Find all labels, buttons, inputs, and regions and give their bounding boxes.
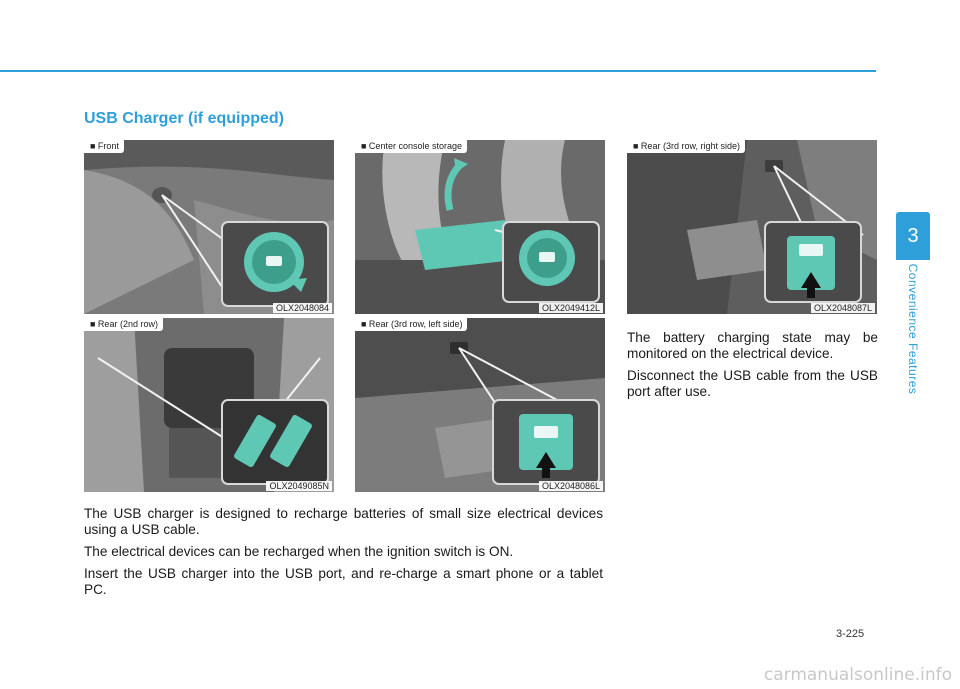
figure-code: OLX2049085N — [266, 481, 332, 491]
rear-3rd-left-illustration — [355, 318, 605, 492]
right-column-text — [627, 330, 878, 406]
body-text — [84, 506, 603, 604]
right-paragraph: The battery charging state may be monitored on the electrical device. — [627, 330, 878, 361]
figure-code: OLX2048084 — [273, 303, 332, 313]
top-rule — [0, 70, 876, 72]
figure-label: ■ Center console storage — [355, 140, 467, 153]
figure-rear-3rd-left — [355, 318, 605, 492]
rear-2nd-row-illustration — [84, 318, 334, 492]
figure-center-console — [355, 140, 605, 314]
figure-label: ■ Front — [84, 140, 124, 153]
figure-rear-2nd-row — [84, 318, 334, 492]
figure-label: ■ Rear (3rd row, left side) — [355, 318, 467, 331]
figure-code: OLX2048086L — [539, 481, 603, 491]
front-console-illustration — [84, 140, 334, 314]
chapter-title: Convenience Features — [906, 263, 920, 395]
figure-label: ■ Rear (2nd row) — [84, 318, 163, 331]
rear-3rd-right-illustration — [627, 140, 877, 314]
body-paragraph: The USB charger is designed to recharge batteries of small size electrical devices using a USB cable. — [84, 506, 603, 537]
figure-code: OLX2049412L — [539, 303, 603, 313]
page-number: 3-225 — [836, 628, 865, 640]
figure-label: ■ Rear (3rd row, right side) — [627, 140, 745, 153]
chapter-tab[interactable]: 3 — [896, 212, 930, 260]
figure-code: OLX2048087L — [811, 303, 875, 313]
figure-rear-3rd-right — [627, 140, 877, 314]
body-paragraph: The electrical devices can be recharged when the ignition switch is ON. — [84, 544, 514, 559]
watermark: carmanualsonline.info — [763, 665, 952, 685]
section-title: USB Charger (if equipped) — [84, 110, 285, 127]
right-paragraph: Disconnect the USB cable from the USB port after use. — [627, 368, 878, 399]
body-paragraph: Insert the USB charger into the USB port, and re-charge a smart phone or a tablet PC. — [84, 566, 603, 597]
center-console-illustration — [355, 140, 605, 314]
figure-front — [84, 140, 334, 314]
